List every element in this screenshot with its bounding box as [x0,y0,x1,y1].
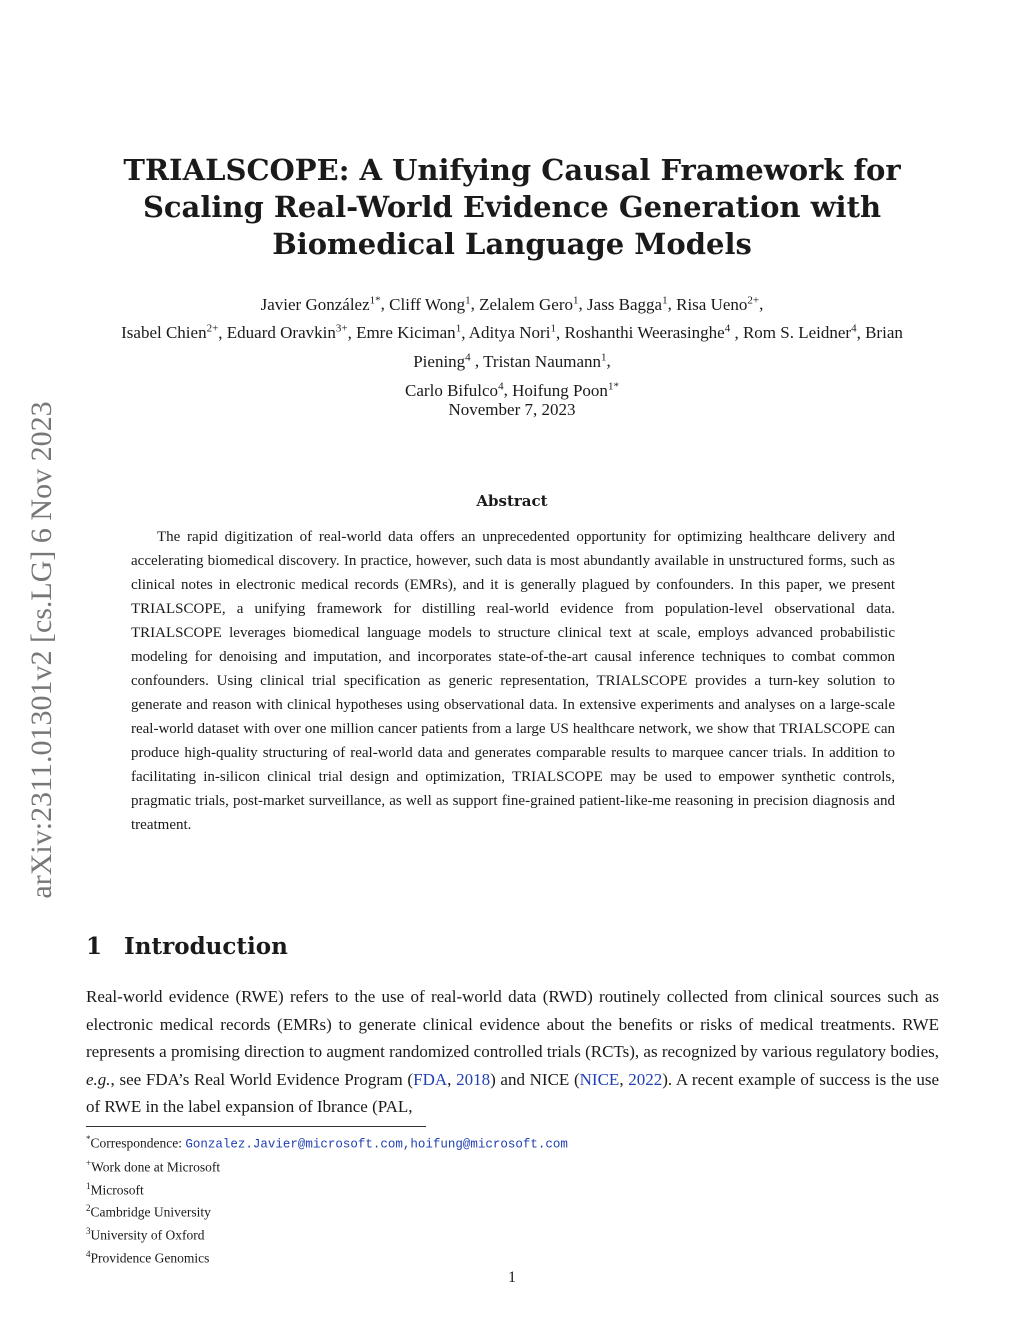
author: Eduard Oravkin$^{3+}$ [226,322,348,343]
author-list: Javier González$^{1*}$, Cliff Wong$^1$, Zelalem Gero$^1$, Jass Bagga$^1$, Risa Ueno$^{2+}$, Isabel Chien$^{2+}$, Eduard Oravkin$^{3+}$, Emre Kiciman$^1$, Aditya Nori$^1$, Roshanthi Weerasinghe$^4$ , Rom S. Leidner$^4$, Brian Piening$^4$ , Tristan Naumann$^1$, Carlo Bifulco$^4$, Hoifung Poon$^{1*}$ [121,294,903,400]
eg-italic: e.g. [86,1069,111,1089]
citation-year-nice[interactable]: 2022 [628,1069,663,1089]
abstract-text: The rapid digitization of real-world data offers an unprecedented opportunity for optimizing healthcare delivery and accelerating biomedical discovery. In practice, however, such data is most abundantly available in unstructured forms, such as clinical notes in electronic medical records (EMRs), and it is generally plagued by confounders. In this paper, we present TRIALSCOPE, a unifying framework for distilling real-world evidence from population-level observational data. TRIALSCOPE leverages biomedical language models to structure clinical text at scale, employs advanced probabilistic modeling for denoising and imputation, and incorporates state-of-the-art causal inference techniques to combat common confounders. Using clinical trial specification as generic representation, TRIALSCOPE provides a turn-key solution to generate and reason with clinical hypotheses using observational data. In extensive experiments and analyses on a large-scale real-world dataset with over one million cancer patients from a large US healthcare network, we show that TRIALSCOPE can produce high-quality structuring of real-world data and generates comparable results to marquee cancer trials. In addition to facilitating in-silicon clinical trial design and optimization, TRIALSCOPE may be used to empower synthetic controls, pragmatic trials, post-market surveillance, as well as support fine-grained patient-like-me reasoning in precision diagnosis and treatment. [131,529,895,833]
footnote: $^3$University of Oxford [86,1226,205,1243]
section-title: Introduction [124,933,288,960]
author: Javier González$^{1*}$ [260,294,381,314]
footnote: $^1$Microsoft [86,1180,144,1198]
email-links[interactable]: Gonzalez.Javier@microsoft.com,hoifung@microsoft.com [185,1137,568,1152]
footnote-correspondence: *Correspondence: Gonzalez.Javier@microsoft.com,hoifung@microsoft.com [86,1134,568,1152]
author: Zelalem Gero$^1$ [479,294,579,314]
footnote: $^4$Providence Genomics [86,1248,210,1266]
citation-link-nice[interactable]: NICE [579,1069,620,1089]
citation-link-fda[interactable]: FDA [413,1069,448,1089]
footnote-divider [86,1126,426,1127]
paper-title: TRIALSCOPE: A Unifying Causal Framework for Scaling Real-World Evidence Generation with Biomedical Language Models [123,153,901,261]
author: Aditya Nori$^1$ [468,322,556,343]
section-number: 1 [86,933,103,960]
author: Jass Bagga$^1$ [587,294,668,314]
author: Hoifung Poon$^{1*}$ [512,379,619,400]
page-number: 1 [508,1269,516,1286]
citation-year-fda[interactable]: 2018 [456,1069,491,1089]
author: Carlo Bifulco$^4$ [405,379,504,400]
publication-date: November 7, 2023 [448,400,576,419]
intro-paragraph: Real-world evidence (RWE) refers to the use of real-world data (RWD) routinely collected from clinical sources such as electronic medical records (EMRs) to generate clinical evidence about the benefits or risks of medical treatments. RWE represents a promising direction to augment randomized controlled trials (RCTs), as recognized by various regulatory bodies, e.g., see FDA’s Real World Evidence Program (FDA, 2018) and NICE (NICE, 2022). A recent example of success is the use of RWE in the label expansion of Ibrance (PAL, [86,987,940,1116]
arxiv-sidebar-stamp [10,330,74,970]
author: Brian Piening$^4$ [413,323,903,371]
author: Cliff Wong$^1$ [389,294,471,314]
author: Roshanthi Weerasinghe$^4$ [564,322,731,343]
section-heading [86,933,288,960]
footnote: $^2$Cambridge University [86,1203,211,1220]
author: Tristan Naumann$^1$ [483,351,607,371]
author: Emre Kiciman$^1$ [356,322,462,343]
footnotes [86,1130,786,1268]
arxiv-id: arXiv:2311.01301v2 [cs.LG] 6 Nov 2023 [25,401,58,899]
footnote: +Work done at Microsoft [86,1157,221,1175]
abstract-heading: Abstract [476,492,548,510]
author: Risa Ueno$^{2+}$ [676,294,760,314]
author: Rom S. Leidner$^4$ [742,322,857,343]
author: Isabel Chien$^{2+}$ [121,322,219,343]
